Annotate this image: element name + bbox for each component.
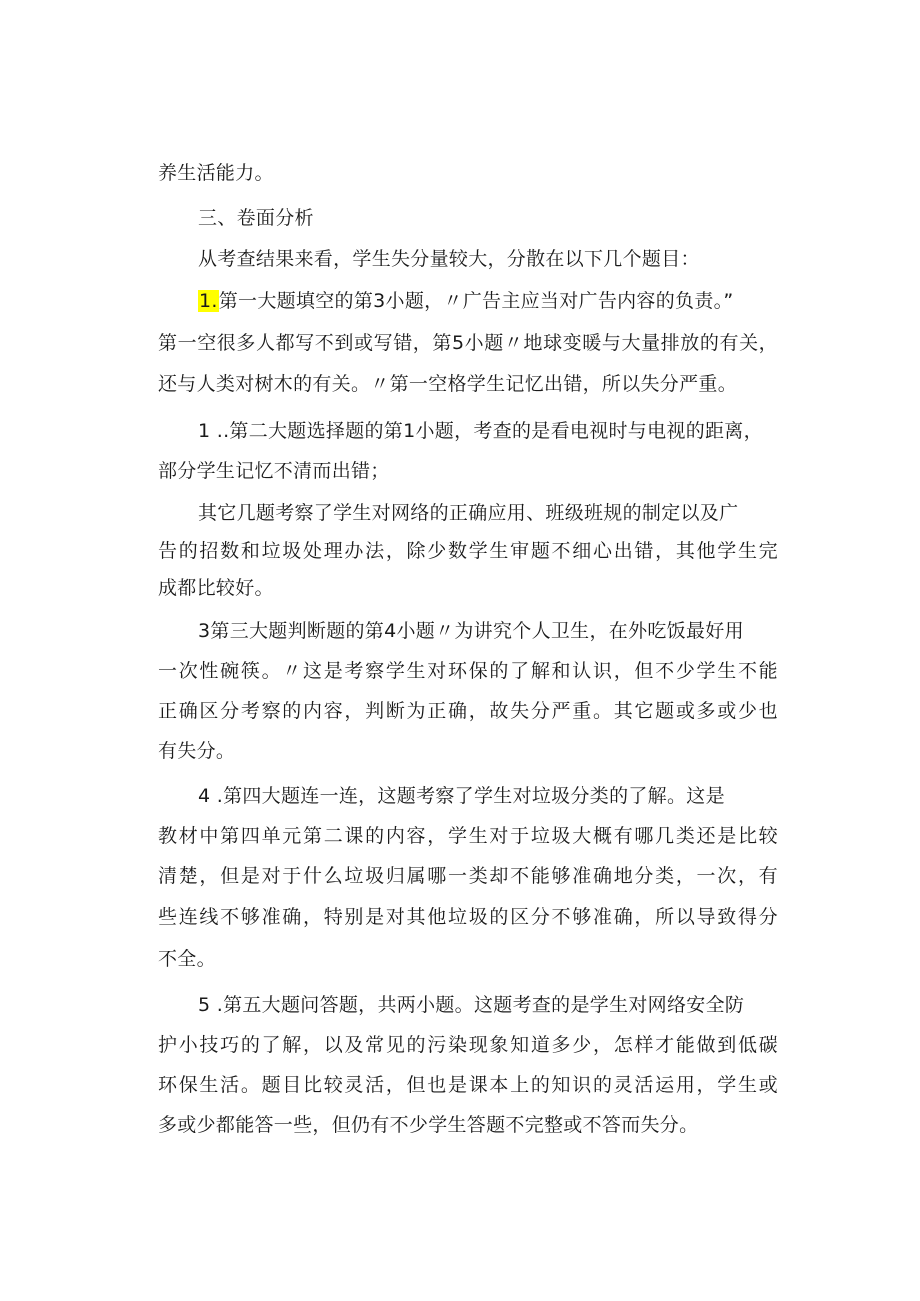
paragraph-item-5: 5 .第五大题问答题，共两小题。这题考查的是学生对网络安全防	[198, 994, 745, 1016]
text-line: 教材中第四单元第二课的内容，学生对于垃圾大概有哪几类还是比较	[158, 825, 778, 847]
text-line: 些连线不够准确，特别是对其他垃圾的区分不够准确，所以导致得分	[158, 906, 778, 928]
text-line: 清楚，但是对于什么垃圾归属哪一类却不能够准确地分类，一次，有	[158, 865, 778, 887]
text-line: 环保生活。题目比较灵活，但也是课本上的知识的灵活运用，学生或	[158, 1074, 778, 1096]
paragraph-item-3: 3第三大题判断题的第4小题〃为讲究个人卫生，在外吃饭最好用	[198, 620, 744, 642]
text-line: 第一空很多人都写不到或写错，第5小题〃地球变暖与大量排放的有关，	[158, 332, 778, 354]
paragraph-item-4: 4 .第四大题连一连，这题考察了学生对垃圾分类的了解。这是	[198, 785, 725, 807]
text-line: 告的招数和垃圾处理办法，除少数学生审题不细心出错，其他学生完	[158, 540, 778, 562]
highlighted-number: 1.	[199, 290, 218, 312]
text-line: 其它几题考察了学生对网络的正确应用、班级班规的制定以及广	[198, 502, 739, 524]
text-line: 养生活能力。	[158, 162, 274, 184]
section-heading: 三、卷面分析	[198, 207, 314, 229]
text-line: 多或少都能答一些，但仍有不少学生答题不完整或不答而失分。	[158, 1114, 699, 1136]
text-line: 从考查结果来看，学生失分量较大，分散在以下几个题目：	[198, 248, 700, 270]
text-span: 第一大题填空的第3小题，〃广告主应当对广告内容的负责。”	[218, 290, 734, 312]
text-line: 不全。	[158, 948, 216, 970]
text-line: 一次性碗筷。〃这是考察学生对环保的了解和认识，但不少学生不能	[158, 660, 778, 682]
paragraph-item-2: 1 ..第二大题选择题的第1小题，考查的是看电视时与电视的距离，	[198, 420, 763, 442]
text-line: 还与人类对树木的有关。〃第一空格学生记忆出错，所以失分严重。	[158, 373, 738, 395]
text-line: 部分学生记忆不清而出错；	[158, 460, 390, 482]
text-line: 有失分。	[158, 740, 236, 762]
text-line: 正确区分考察的内容，判断为正确，故失分严重。其它题或多或少也	[158, 700, 778, 722]
text-line: 成都比较好。	[158, 577, 274, 599]
text-line: 护小技巧的了解，以及常见的污染现象知道多少，怎样才能做到低碳	[158, 1034, 778, 1056]
paragraph-item-1	[198, 288, 818, 314]
